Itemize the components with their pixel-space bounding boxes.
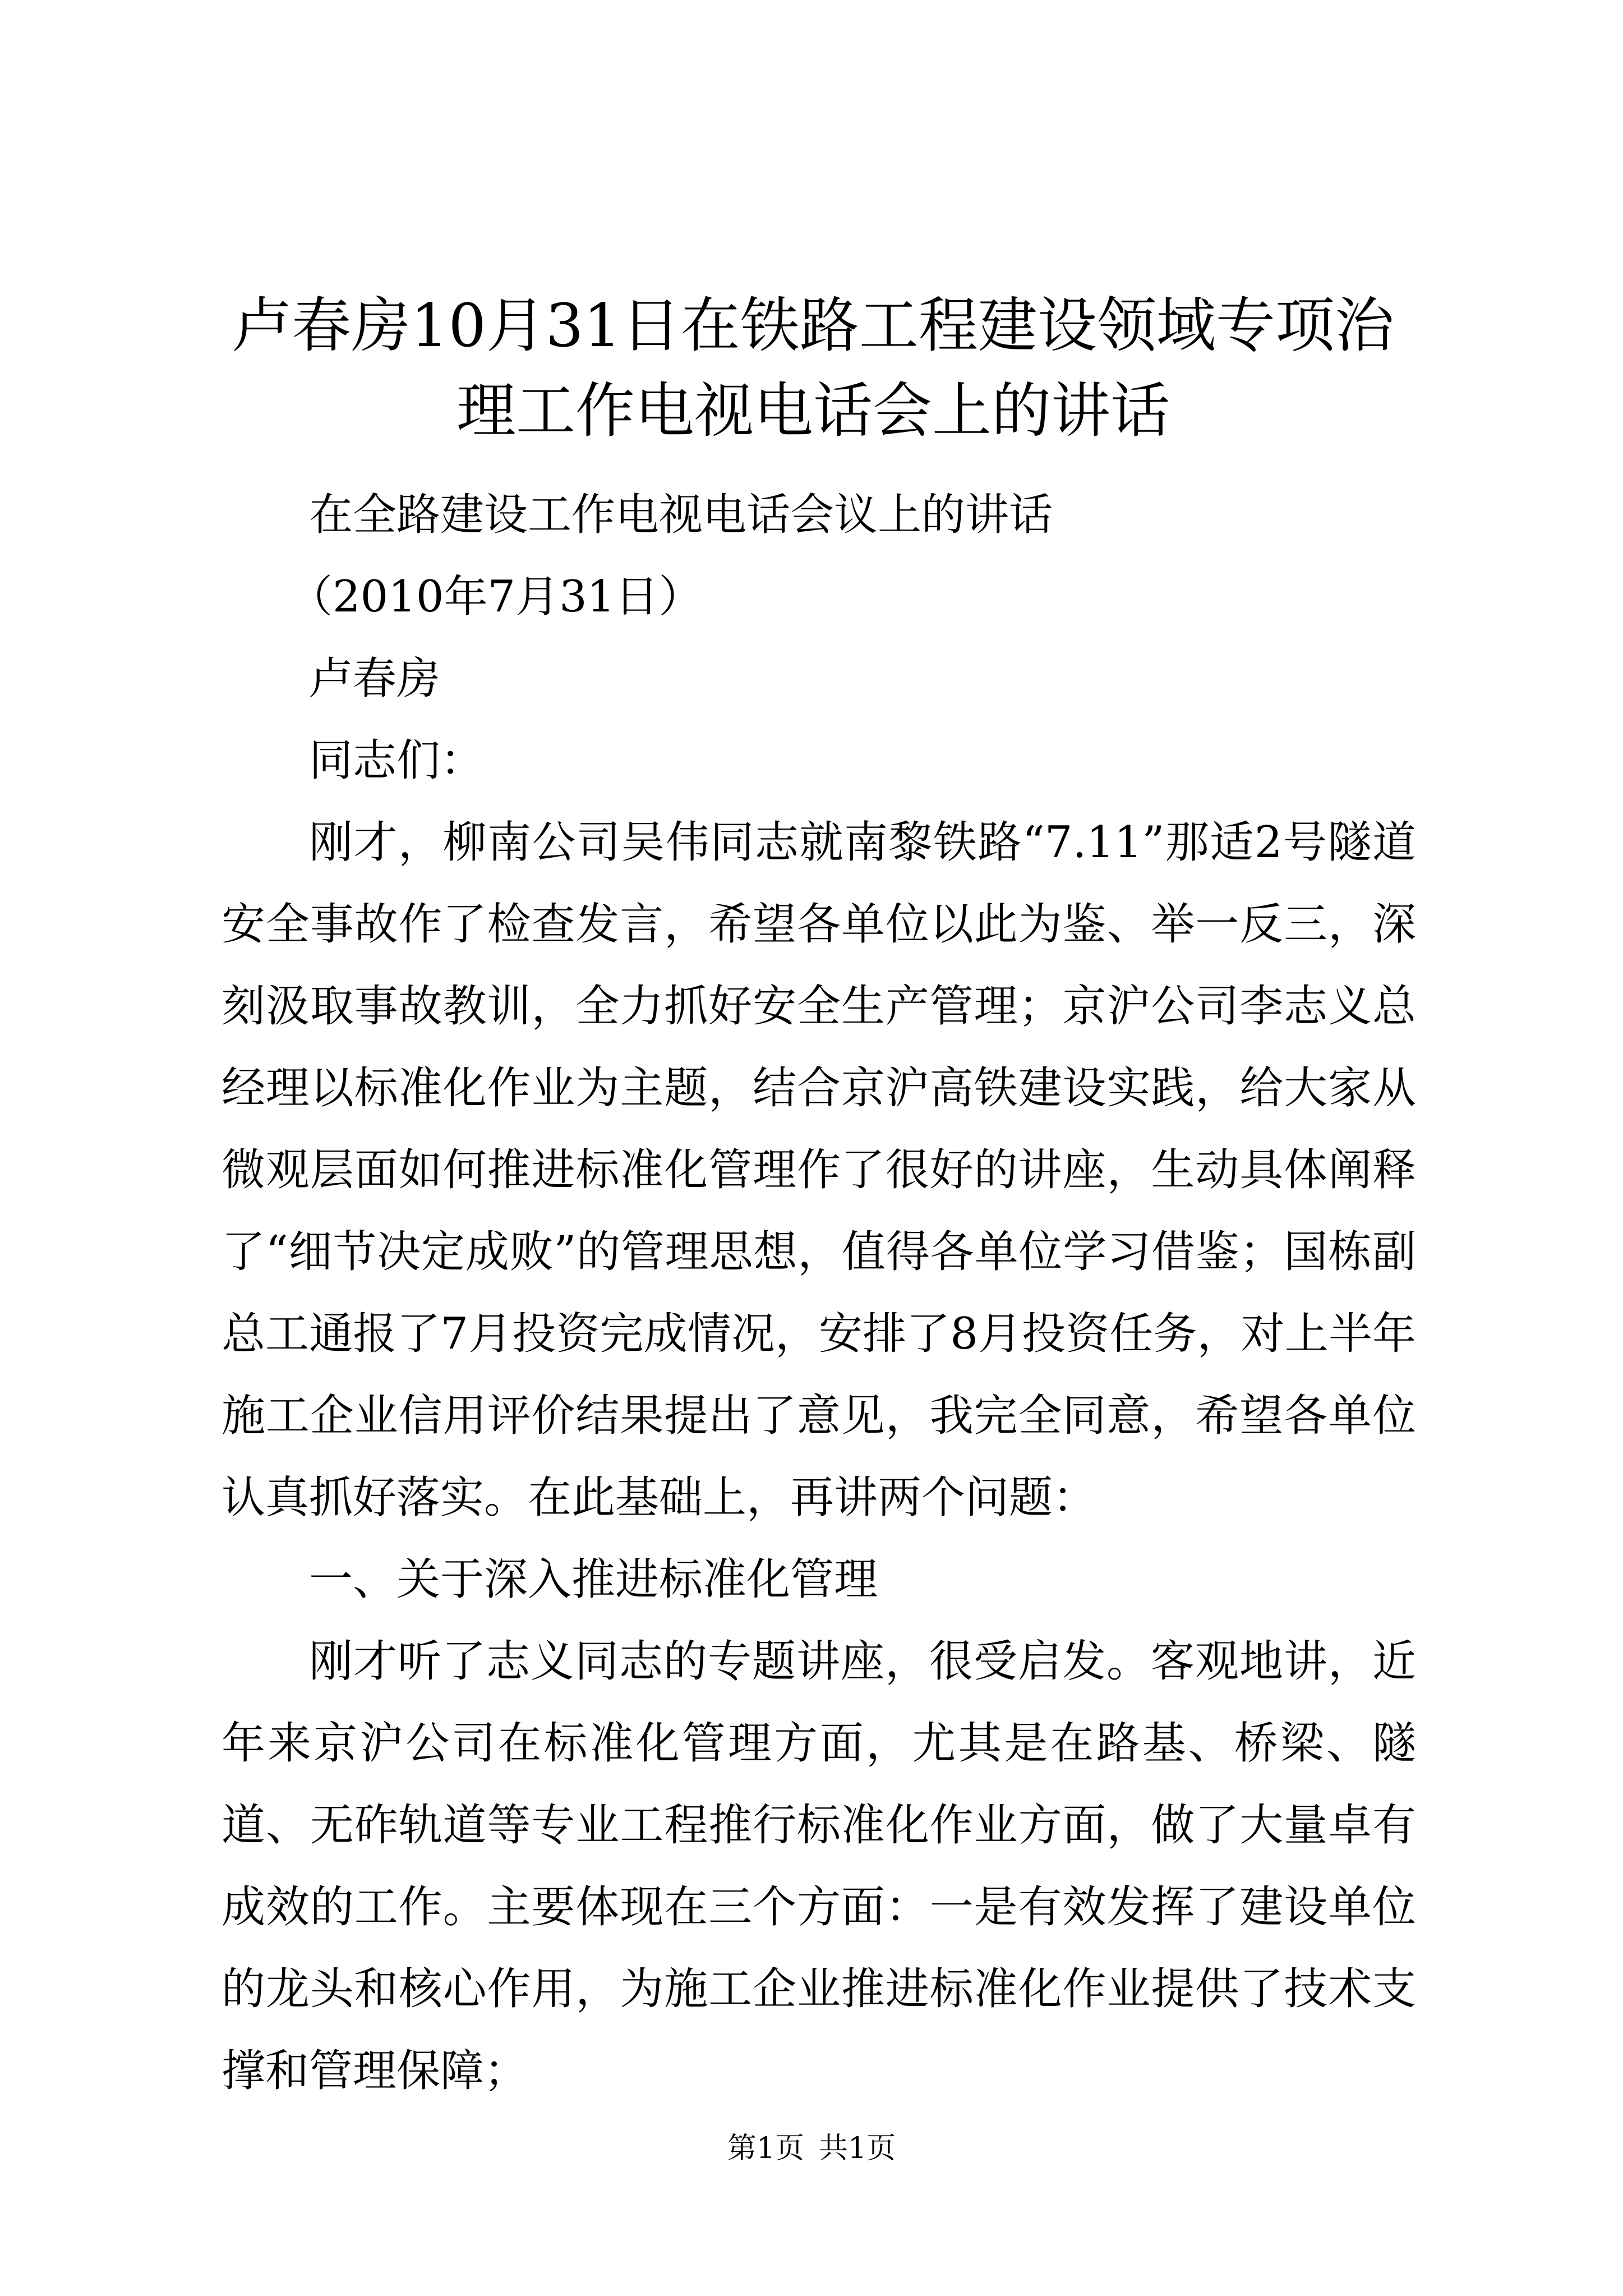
page-number-total: 共1页 — [819, 2132, 896, 2165]
document-title: 卢春房10月31日在铁路工程建设领域专项治理工作电视电话会上的讲话 — [232, 291, 1394, 445]
speech-date: （2010年7月31日） — [289, 572, 703, 622]
body-paragraph: 刚才，柳南公司吴伟同志就南黎铁路“7.11”那适2号隧道安全事故作了检查发言，希望各单位以此为鉴、举一反三，深刻汲取事故教训，全力抓好安全生产管理；京沪公司李志义总经理以标准化作业为主题，结合京沪高铁建设实践，给大家从微观层面如何推进标准化管理作了很好的讲座，生动具体阐释了“细节决定成败”的管理思想，值得各单位学习借鉴；国栋副总工通报了7月投资完成情况，安排了8月投资任务，对上半年施工企业信用评价结果提出了意见，我完全同意，希望各单位认真抓好落实。在此基础上，再讲两个问题： — [222, 817, 1416, 1523]
speaker-name: 卢春房 — [309, 654, 441, 704]
document-body — [222, 474, 1416, 2112]
section-heading: 一、关于深入推进标准化管理 — [309, 1554, 878, 1605]
salutation: 同志们： — [309, 735, 485, 786]
body-paragraph: 刚才听了志义同志的专题讲座，很受启发。客观地讲，近年来京沪公司在标准化管理方面，尤其是在路基、桥梁、隧道、无砟轨道等专业工程推行标准化作业方面，做了大量卓有成效的工作。主要体现在三个方面：一是有效发挥了建设单位的龙头和核心作用，为施工企业推进标准化作业提供了技术支撑和管理保障； — [222, 1636, 1416, 2096]
speech-subtitle: 在全路建设工作电视电话会议上的讲话 — [309, 490, 1053, 540]
page-footer — [0, 2129, 1623, 2168]
page-number-current: 第1页 — [727, 2132, 804, 2165]
